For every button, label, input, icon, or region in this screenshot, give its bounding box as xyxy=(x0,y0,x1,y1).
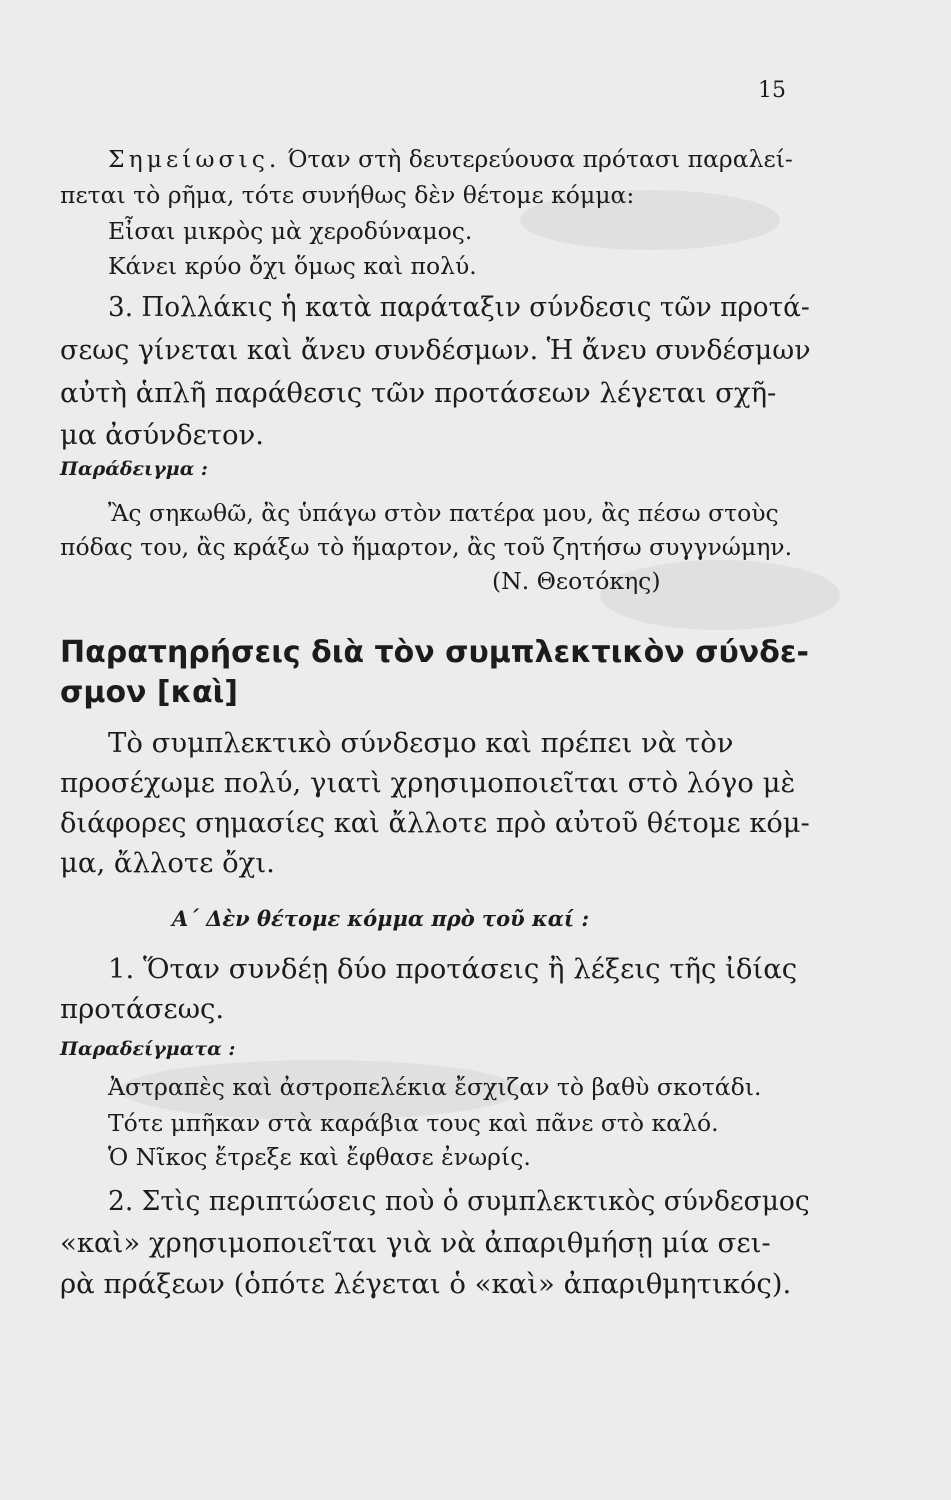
example-label: Παράδειγμα : xyxy=(60,458,208,480)
item1-line-1: 1. Ὅταν συνδέῃ δύο προτάσεις ἢ λέξεις τῆς ἰδίας xyxy=(108,953,798,985)
point3-line-1: 3. Πολλάκις ἡ κατὰ παράταξιν σύνδεσις τῶν προτά- xyxy=(108,291,810,323)
section-heading-line-2: σμον [καὶ] xyxy=(60,675,238,710)
note-text: Όταν στὴ δευτερεύουσα πρότασι παραλεί- xyxy=(287,145,793,173)
note-line-2: πεται τὸ ρῆμα, τότε συνήθως δὲν θέτομε κόμμα: xyxy=(60,181,635,209)
example-a-3: Ὁ Νῖκος ἔτρεξε καὶ ἔφθασε ἐνωρίς. xyxy=(108,1143,531,1171)
note-label: Σημείωσις. xyxy=(108,145,281,173)
point3-line-3: αὐτὴ ἁπλῆ παράθεσις τῶν προτάσεων λέγεται σχῆ- xyxy=(60,377,777,409)
example-source: (Ν. Θεοτόκης) xyxy=(492,567,661,595)
example-a-1: Ἀστραπὲς καὶ ἀστροπελέκια ἔσχιζαν τὸ βαθὺ σκοτάδι. xyxy=(108,1073,762,1101)
note-example-1: Εἶσαι μικρὸς μὰ χεροδύναμος. xyxy=(108,217,473,245)
point3-line-4: μα ἀσύνδετον. xyxy=(60,419,264,451)
note-example-2: Κάνει κρύο ὄχι ὅμως καὶ πολύ. xyxy=(108,252,477,280)
item2-line-3: ρὰ πράξεων (ὁπότε λέγεται ὁ «καὶ» ἀπαριθμητικός). xyxy=(60,1268,792,1300)
section-para-line-4: μα, ἄλλοτε ὄχι. xyxy=(60,847,275,879)
page-number: 15 xyxy=(758,78,786,103)
examples-label: Παραδείγματα : xyxy=(60,1038,236,1060)
point3-line-2: σεως γίνεται καὶ ἄνευ συνδέσμων. Ἡ ἄνευ συνδέσμων xyxy=(60,334,811,366)
section-heading-line-1: Παρατηρήσεις διὰ τὸν συμπλεκτικὸν σύνδε- xyxy=(60,635,809,670)
section-para-line-2: προσέχωμε πολύ, γιατὶ χρησιμοποιεῖται στὸ λόγο μὲ xyxy=(60,767,796,799)
example-line-2: πόδας του, ἂς κράξω τὸ ἥμαρτον, ἂς τοῦ ζητήσω συγγνώμην. xyxy=(60,533,793,561)
subsection-a-title: Α΄ Δὲν θέτομε κόμμα πρὸ τοῦ καί : xyxy=(172,906,590,931)
section-para-line-3: διάφορες σημασίες καὶ ἄλλοτε πρὸ αὐτοῦ θέτομε κόμ- xyxy=(60,807,810,839)
note-line-1 xyxy=(108,145,793,173)
item1-line-2: προτάσεως. xyxy=(60,993,225,1025)
section-para-line-1: Τὸ συμπλεκτικὸ σύνδεσμο καὶ πρέπει νὰ τὸν xyxy=(108,727,734,759)
item2-line-2: «καὶ» χρησιμοποιεῖται γιὰ νὰ ἀπαριθμήσῃ μία σει- xyxy=(60,1227,771,1259)
example-a-2: Τότε μπῆκαν στὰ καράβια τους καὶ πᾶνε στὸ καλό. xyxy=(108,1109,719,1137)
example-line-1: Ἂς σηκωθῶ, ἂς ὑπάγω στὸν πατέρα μου, ἂς πέσω στοὺς xyxy=(108,499,779,527)
item2-line-1: 2. Στὶς περιπτώσεις ποὺ ὁ συμπλεκτικὸς σύνδεσμος xyxy=(108,1185,810,1217)
